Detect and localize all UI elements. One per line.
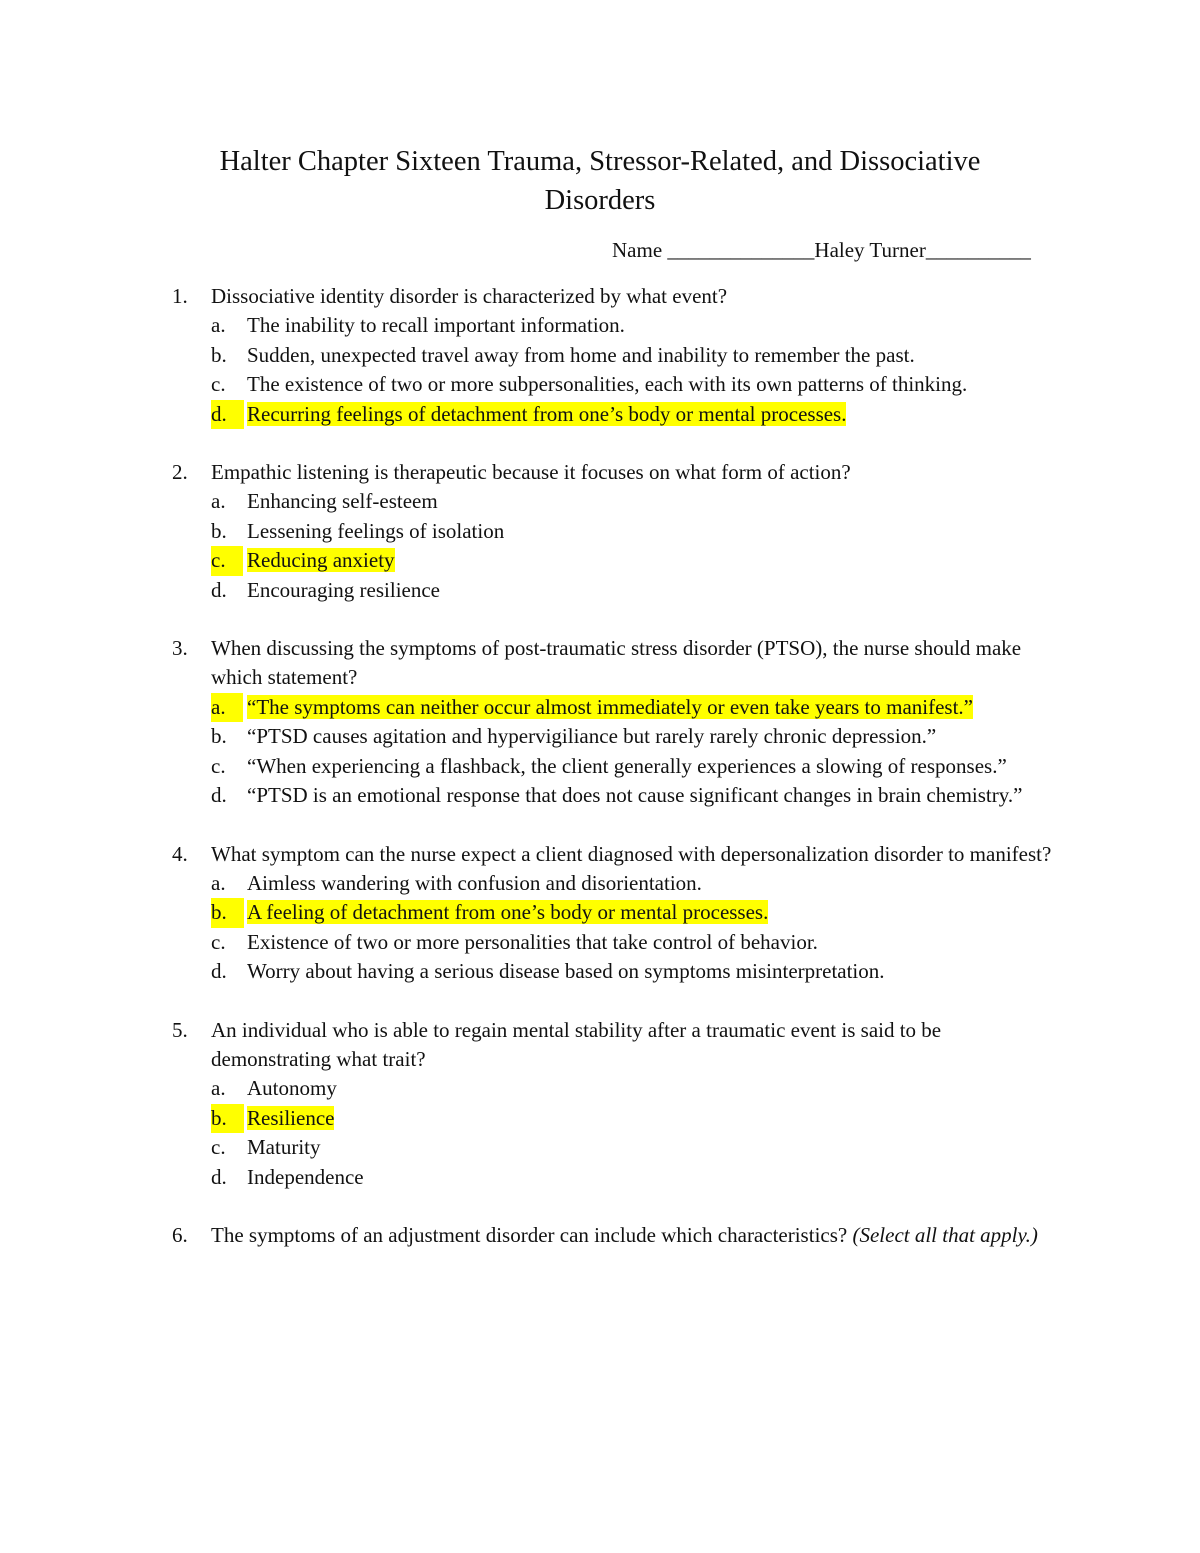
option-letter-cell xyxy=(211,898,247,927)
question-number: 4. xyxy=(172,841,188,866)
question-text: Dissociative identity disorder is characterized by what event? xyxy=(211,284,728,308)
answer-option-highlighted xyxy=(211,898,1072,927)
question-text-wrap xyxy=(211,1221,1059,1250)
name-label: Name ______________ xyxy=(612,238,815,262)
question-stem xyxy=(172,282,1072,311)
option-letter-cell xyxy=(211,341,247,370)
option-letter-cell xyxy=(211,693,247,722)
option-letter: b. xyxy=(211,342,227,367)
option-text-cell xyxy=(247,546,1059,575)
question-stem xyxy=(172,1221,1072,1250)
answer-option xyxy=(211,311,1072,340)
option-text: Reducing anxiety xyxy=(247,548,395,573)
title-line-1: Halter Chapter Sixteen Trauma, Stressor-Related, and Dissociative xyxy=(219,146,981,177)
answer-option xyxy=(211,576,1072,605)
option-letter: d. xyxy=(211,400,244,429)
option-text: Sudden, unexpected travel away from home and inability to remember the past. xyxy=(247,342,915,367)
option-text-cell xyxy=(247,400,1059,429)
question-3 xyxy=(172,634,1072,810)
option-letter: d. xyxy=(211,959,227,984)
answer-option xyxy=(211,487,1072,516)
answer-options xyxy=(211,869,1072,987)
option-text: “When experiencing a flashback, the client generally experiences a slowing of responses.” xyxy=(247,753,1007,778)
question-text: When discussing the symptoms of post-traumatic stress disorder (PTSO), the nurse should make which statement? xyxy=(211,636,1022,690)
option-letter-cell xyxy=(211,1133,247,1162)
answer-option-highlighted xyxy=(211,400,1072,429)
question-text: The symptoms of an adjustment disorder can include which characteristics? xyxy=(211,1222,848,1247)
option-letter: c. xyxy=(211,546,243,575)
question-number: 5. xyxy=(172,1017,188,1042)
question-stem xyxy=(172,458,1072,487)
option-letter: b. xyxy=(211,724,227,749)
option-text: Existence of two or more personalities that take control of behavior. xyxy=(247,929,818,954)
option-text: Enhancing self-esteem xyxy=(247,489,438,514)
answer-option xyxy=(211,781,1072,810)
option-letter-cell xyxy=(211,517,247,546)
question-text-wrap xyxy=(211,282,1059,311)
answer-option xyxy=(211,928,1072,957)
question-note: (Select all that apply.) xyxy=(852,1222,1038,1247)
option-letter-cell xyxy=(211,576,247,605)
option-letter: c. xyxy=(211,753,226,778)
option-letter-cell xyxy=(211,370,247,399)
option-letter-cell xyxy=(211,957,247,986)
question-stem xyxy=(172,840,1072,869)
option-text-cell xyxy=(247,1074,1059,1103)
question-text-wrap xyxy=(211,458,1059,487)
option-text: Independence xyxy=(247,1164,364,1189)
option-letter-cell xyxy=(211,722,247,751)
question-2 xyxy=(172,458,1072,605)
question-text: What symptom can the nurse expect a client diagnosed with depersonalization disorder to manifest? xyxy=(211,841,1052,866)
option-text: Lessening feelings of isolation xyxy=(247,518,505,543)
option-text: Resilience xyxy=(247,1105,335,1130)
name-trailing-line: __________ xyxy=(925,238,1031,262)
option-text: Worry about having a serious disease based on symptoms misinterpretation. xyxy=(247,959,885,984)
option-letter-cell xyxy=(211,781,247,810)
option-text: A feeling of detachment from one’s body or mental processes. xyxy=(247,900,769,925)
option-letter: d. xyxy=(211,577,227,602)
answer-option xyxy=(211,1133,1072,1162)
option-letter: b. xyxy=(211,1104,244,1133)
question-stem xyxy=(172,634,1072,693)
option-text-cell xyxy=(247,898,1059,927)
answer-option-highlighted xyxy=(211,1104,1072,1133)
answer-options xyxy=(211,487,1072,605)
option-letter: b. xyxy=(211,518,227,543)
option-letter-cell xyxy=(211,928,247,957)
option-letter: c. xyxy=(211,929,226,954)
option-text-cell xyxy=(247,1104,1059,1133)
option-text-cell xyxy=(247,311,1059,340)
option-text: “PTSD causes agitation and hypervigiliance but rarely rarely chronic depression.” xyxy=(247,724,937,749)
answer-options xyxy=(211,693,1072,811)
option-letter: a. xyxy=(211,1076,226,1101)
option-text: Aimless wandering with confusion and disorientation. xyxy=(247,870,702,895)
option-text-cell xyxy=(247,576,1059,605)
option-text-cell xyxy=(247,487,1059,516)
question-stem xyxy=(172,1016,1072,1075)
option-text-cell xyxy=(247,869,1059,898)
option-letter-cell xyxy=(211,487,247,516)
question-number: 2. xyxy=(172,460,188,485)
option-letter: a. xyxy=(211,313,226,338)
option-text-cell xyxy=(247,752,1059,781)
question-1 xyxy=(172,282,1072,429)
option-text-cell xyxy=(247,1133,1059,1162)
answer-option xyxy=(211,752,1072,781)
option-letter-cell xyxy=(211,311,247,340)
answer-option xyxy=(211,370,1072,399)
answer-option-highlighted xyxy=(211,546,1072,575)
answer-option xyxy=(211,1163,1072,1192)
option-letter-cell xyxy=(211,1104,247,1133)
option-letter-cell xyxy=(211,1163,247,1192)
option-text: The existence of two or more subpersonalities, each with its own patterns of thinking. xyxy=(247,372,968,397)
question-text-wrap xyxy=(211,840,1059,869)
question-number: 3. xyxy=(172,636,188,661)
option-text: Encouraging resilience xyxy=(247,577,440,602)
option-text: “PTSD is an emotional response that does not cause significant changes in brain chemistry.” xyxy=(247,783,1023,808)
option-letter-cell xyxy=(211,869,247,898)
option-text-cell xyxy=(247,722,1059,751)
option-text-cell xyxy=(247,341,1059,370)
option-text-cell xyxy=(247,781,1059,810)
question-list xyxy=(172,282,1072,1279)
question-4 xyxy=(172,840,1072,987)
answer-options xyxy=(211,311,1072,429)
option-letter: a. xyxy=(211,489,226,514)
name-field xyxy=(612,236,1031,264)
question-6 xyxy=(172,1221,1072,1250)
option-text-cell xyxy=(247,1163,1059,1192)
answer-option xyxy=(211,341,1072,370)
question-text: Empathic listening is therapeutic because it focuses on what form of action? xyxy=(211,460,851,485)
option-text-cell xyxy=(247,957,1059,986)
option-letter-cell xyxy=(211,546,247,575)
option-letter: b. xyxy=(211,898,244,927)
question-number: 1. xyxy=(172,284,188,308)
option-letter: c. xyxy=(211,1135,226,1160)
option-letter-cell xyxy=(211,752,247,781)
page-title xyxy=(150,142,1050,220)
question-number: 6. xyxy=(172,1222,188,1247)
title-line-2: Disorders xyxy=(544,185,656,216)
question-text: An individual who is able to regain mental stability after a traumatic event is said to be demonstrating what trait? xyxy=(211,1017,942,1071)
answer-option xyxy=(211,722,1072,751)
option-letter: d. xyxy=(211,1164,227,1189)
question-5 xyxy=(172,1016,1072,1192)
option-text: “The symptoms can neither occur almost immediately or even take years to manifest.” xyxy=(247,694,973,719)
option-text-cell xyxy=(247,517,1059,546)
answer-option xyxy=(211,869,1072,898)
option-text: Autonomy xyxy=(247,1076,337,1101)
answer-option xyxy=(211,517,1072,546)
option-letter: a. xyxy=(211,693,243,722)
answer-option xyxy=(211,957,1072,986)
answer-options xyxy=(211,1074,1072,1192)
answer-option xyxy=(211,1074,1072,1103)
option-text: Recurring feelings of detachment from one’s body or mental processes. xyxy=(247,401,847,426)
question-text-wrap xyxy=(211,1016,1059,1075)
option-letter-cell xyxy=(211,400,247,429)
option-text: The inability to recall important information. xyxy=(247,313,625,338)
option-letter: c. xyxy=(211,372,226,397)
answer-option-highlighted xyxy=(211,693,1072,722)
option-letter: a. xyxy=(211,870,226,895)
option-letter: d. xyxy=(211,783,227,808)
option-text-cell xyxy=(247,693,1059,722)
name-value: Haley Turner xyxy=(814,238,926,262)
option-text-cell xyxy=(247,928,1059,957)
option-text-cell xyxy=(247,370,1059,399)
option-letter-cell xyxy=(211,1074,247,1103)
option-text: Maturity xyxy=(247,1135,321,1160)
question-text-wrap xyxy=(211,634,1059,693)
